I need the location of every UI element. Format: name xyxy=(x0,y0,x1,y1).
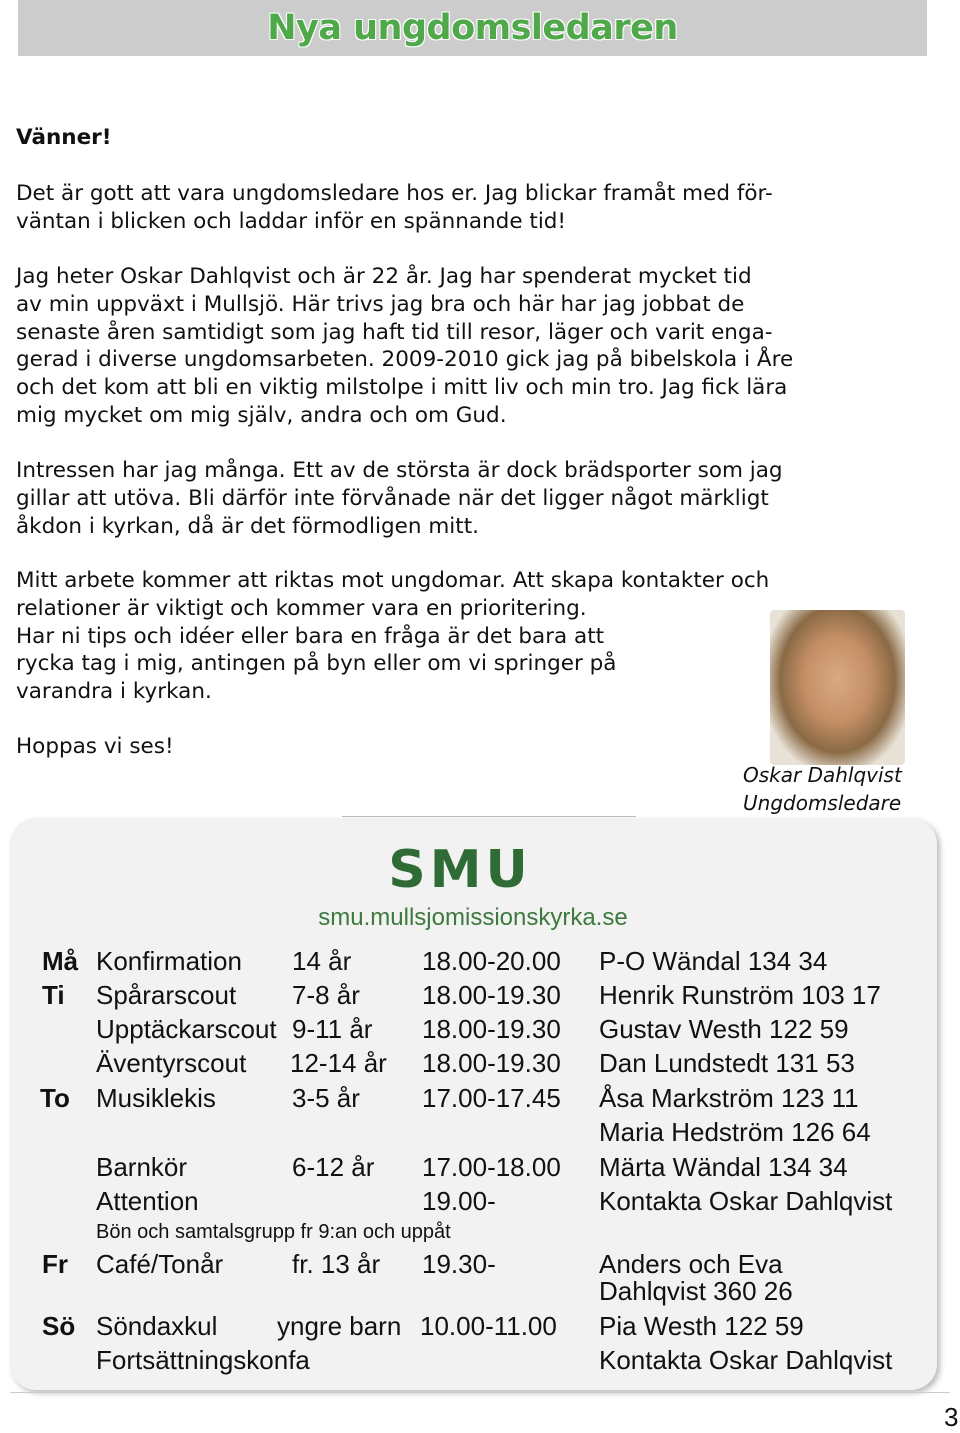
schedule-age: 6-12 år xyxy=(292,1152,375,1182)
schedule-time: 17.00-18.00 xyxy=(422,1152,561,1182)
schedule-activity: Musiklekis xyxy=(96,1083,216,1113)
schedule-contact: Gustav Westh 122 59 xyxy=(599,1014,849,1044)
footer-line xyxy=(10,1392,950,1393)
schedule-activity: Fortsättningskonfa xyxy=(96,1345,310,1375)
schedule-time: 18.00-19.30 xyxy=(422,980,561,1010)
text-line: relationer är viktigt och kommer vara en prioritering. xyxy=(16,595,587,621)
schedule-contact: Henrik Runström 103 17 xyxy=(599,980,881,1010)
schedule-activity: Café/Tonår xyxy=(96,1249,224,1279)
schedule-activity: Äventyrscout xyxy=(96,1048,247,1078)
schedule-contact: Dahlqvist 360 26 xyxy=(599,1276,793,1306)
schedule-time: 10.00-11.00 xyxy=(420,1311,557,1341)
schedule-activity: Attention xyxy=(96,1186,199,1216)
schedule-age: 7-8 år xyxy=(292,980,360,1010)
text-line: av min uppväxt i Mullsjö. Här trivs jag bra och här har jag jobbat de xyxy=(16,291,745,317)
text-line: gillar att utöva. Bli därför inte förvånade när det ligger något märkligt xyxy=(16,485,769,511)
text-line: Hoppas vi ses! xyxy=(16,734,174,759)
schedule-contact: Dan Lundstedt 131 53 xyxy=(599,1048,855,1078)
text-line: Har ni tips och idéer eller bara en fråga är det bara att xyxy=(16,623,605,649)
schedule-age: 14 år xyxy=(292,946,352,976)
divider xyxy=(342,816,636,817)
schedule-contact: Märta Wändal 134 34 xyxy=(599,1152,848,1182)
text-line: Vänner! xyxy=(16,125,112,150)
schedule-note: Bön och samtalsgrupp fr 9:an och uppåt xyxy=(96,1221,451,1243)
schedule-time: 18.00-19.30 xyxy=(422,1014,561,1044)
schedule-activity: Upptäckarscout xyxy=(96,1014,277,1044)
page-number: 3 xyxy=(944,1402,959,1432)
text-line: Mitt arbete kommer att riktas mot ungdomar. Att skapa kontakter och xyxy=(16,568,770,593)
schedule-contact: Pia Westh 122 59 xyxy=(599,1311,804,1341)
schedule-age: 3-5 år xyxy=(292,1083,360,1113)
smu-title: SMU xyxy=(388,840,532,900)
schedule-time: 17.00-17.45 xyxy=(422,1083,561,1113)
text-line: varandra i kyrkan. xyxy=(16,679,212,705)
schedule-activity: Spårarscout xyxy=(96,980,237,1010)
schedule-contact: Maria Hedström 126 64 xyxy=(599,1117,871,1147)
schedule-activity: Konfirmation xyxy=(96,946,242,976)
caption-name: Oskar Dahlqvist xyxy=(743,763,902,787)
schedule-activity: Barnkör xyxy=(96,1152,188,1182)
schedule-activity: Söndaxkul xyxy=(96,1311,218,1341)
schedule-time: 19.30- xyxy=(422,1249,496,1279)
schedule-time: 19.00- xyxy=(422,1186,496,1216)
schedule-age: yngre barn xyxy=(277,1311,402,1341)
schedule-day: Ti xyxy=(42,980,65,1010)
smu-url: smu.mullsjomissionskyrka.se xyxy=(318,904,628,931)
schedule-contact: Kontakta Oskar Dahlqvist xyxy=(599,1345,893,1375)
text-line: åkdon i kyrkan, då är det förmodligen mitt. xyxy=(16,513,479,539)
schedule-contact: Kontakta Oskar Dahlqvist xyxy=(599,1186,893,1216)
schedule-day: To xyxy=(40,1083,70,1113)
schedule-contact: Anders och Eva xyxy=(599,1249,783,1279)
schedule-contact: P-O Wändal 134 34 xyxy=(599,946,828,976)
page-title: Nya ungdomsledaren xyxy=(267,8,678,48)
schedule-time: 18.00-20.00 xyxy=(422,946,561,976)
schedule-age: 9-11 år xyxy=(292,1014,373,1044)
portrait-photo xyxy=(770,610,905,765)
page-header xyxy=(18,0,927,56)
schedule-age: 12-14 år xyxy=(290,1048,387,1078)
schedule-time: 18.00-19.30 xyxy=(422,1048,561,1078)
caption-role: Ungdomsledare xyxy=(743,791,902,815)
text-line: Det är gott att vara ungdomsledare hos er. Jag blickar framåt med för- xyxy=(16,181,773,206)
schedule-day: Sö xyxy=(42,1311,76,1341)
schedule-day: Fr xyxy=(42,1249,68,1279)
text-line: mig mycket om mig själv, andra och om Gud. xyxy=(16,403,507,428)
text-line: rycka tag i mig, antingen på byn eller om vi springer på xyxy=(16,651,617,677)
text-line: Intressen har jag många. Ett av de största är dock brädsporter som jag xyxy=(16,458,783,483)
text-line: senaste åren samtidigt som jag haft tid till resor, läger och varit enga- xyxy=(16,319,773,345)
schedule-contact: Åsa Markström 123 11 xyxy=(599,1083,859,1113)
schedule-age: fr. 13 år xyxy=(292,1249,381,1279)
text-line: och det kom att bli en viktig milstolpe i mitt liv och min tro. Jag fick lära xyxy=(16,375,788,401)
schedule-day: Må xyxy=(42,946,79,976)
text-line: Jag heter Oskar Dahlqvist och är 22 år. Jag har spenderat mycket tid xyxy=(16,264,752,289)
text-line: väntan i blicken och laddar inför en spännande tid! xyxy=(16,208,567,234)
text-line: gerad i diverse ungdomsarbeten. 2009-2010 gick jag på bibelskola i Åre xyxy=(16,347,794,373)
